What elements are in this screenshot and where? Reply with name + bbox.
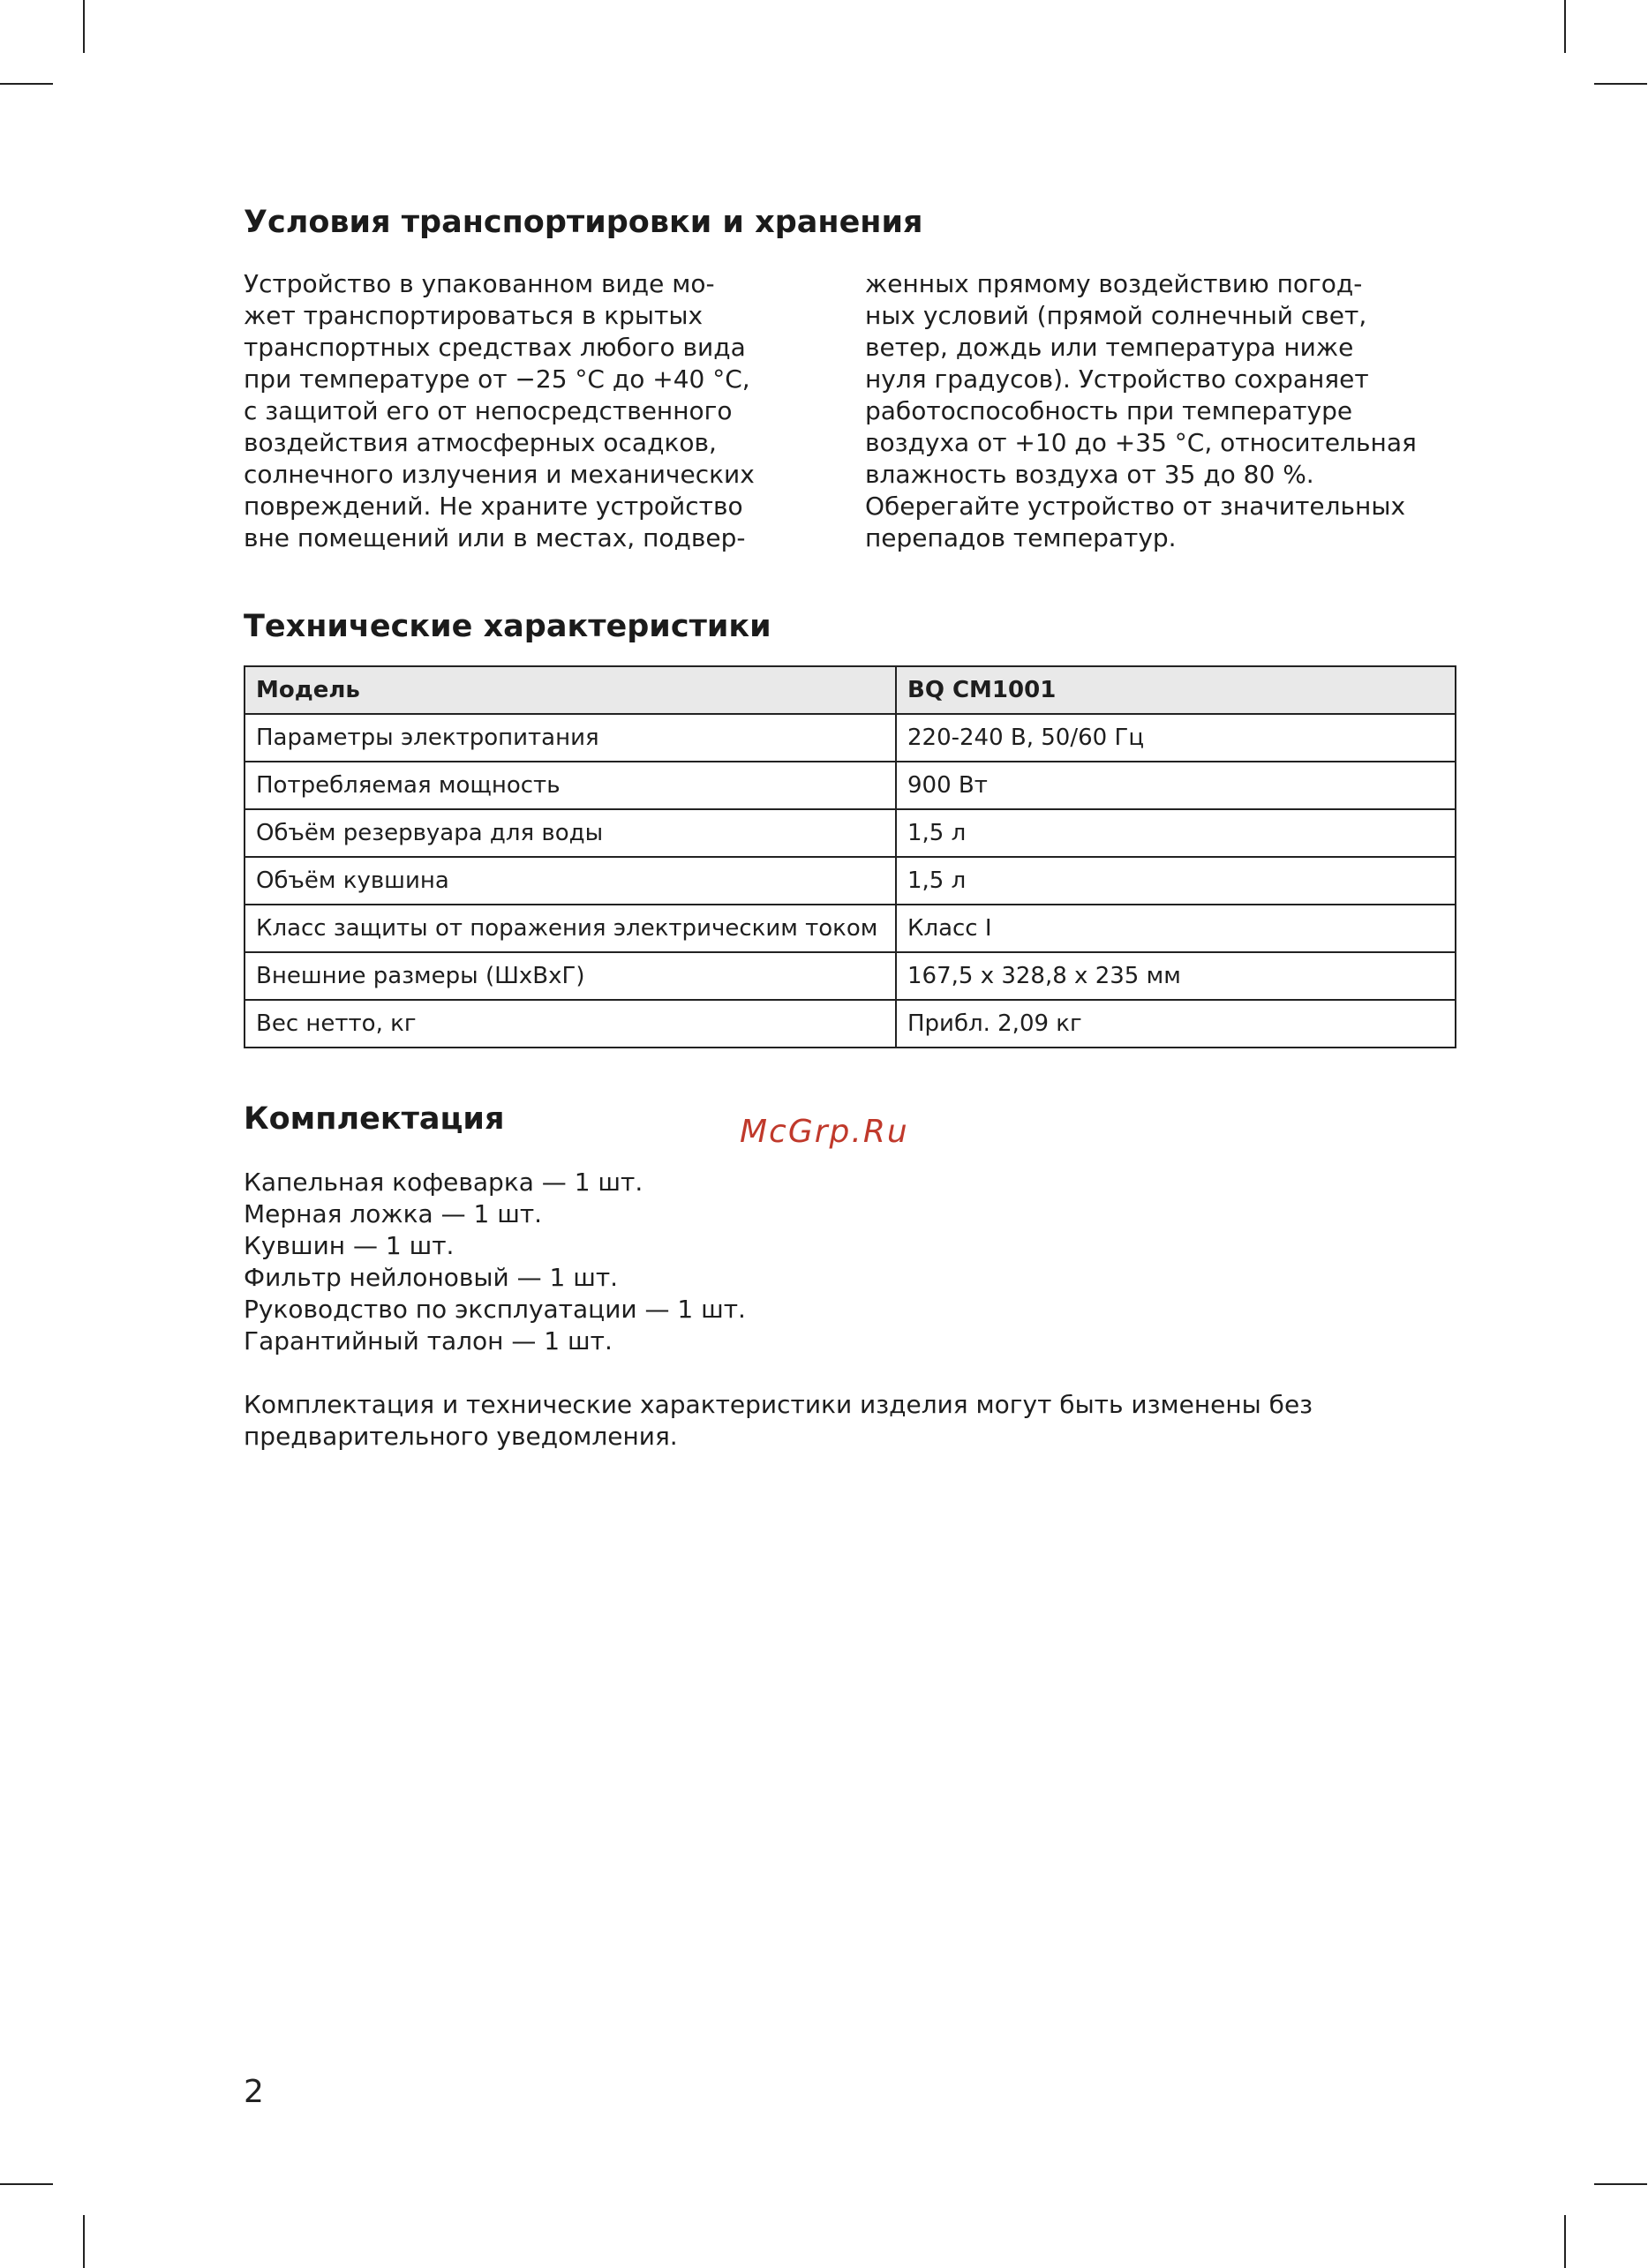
spec-value: Прибл. 2,09 кг: [896, 1000, 1456, 1048]
kit-section: [244, 1098, 1456, 1453]
spec-label: Внешние размеры (ШхВхГ): [245, 952, 896, 1000]
spec-label: Класс защиты от поражения электрическим током: [245, 905, 896, 952]
list-item: Гарантийный талон — 1 шт.: [244, 1326, 613, 1356]
crop-mark: [1594, 2183, 1647, 2185]
list-item: Капельная кофеварка — 1 шт.: [244, 1168, 643, 1197]
spec-value: 1,5 л: [896, 857, 1456, 905]
table-row: [245, 952, 1456, 1000]
spec-label: Объём кувшина: [245, 857, 896, 905]
specs-section: [244, 605, 1456, 1048]
watermark-link[interactable]: McGrp.Ru: [740, 1114, 909, 1150]
spec-value: 220-240 В, 50/60 Гц: [896, 714, 1456, 762]
table-row: [245, 1000, 1456, 1048]
transport-section: [244, 201, 1456, 554]
table-row: [245, 809, 1456, 857]
transport-heading: Условия транспортировки и хранения: [244, 205, 923, 240]
table-row: [245, 857, 1456, 905]
spec-label: Потребляемая мощность: [245, 762, 896, 809]
crop-mark: [1594, 83, 1647, 85]
table-row: [245, 762, 1456, 809]
transport-column-right: [865, 268, 1456, 554]
spec-label: Объём резервуара для воды: [245, 809, 896, 857]
spec-value: 167,5 x 328,8 x 235 мм: [896, 952, 1456, 1000]
crop-mark: [1564, 2215, 1566, 2268]
spec-label: Модель: [245, 666, 896, 714]
transport-text-left: Устройство в упакованном виде мо- жет транспортироваться в крытых транспортных средствах любого вида при температуре от −25 °С до +40 °С, с защитой его от непосредственного воздействия атмосферных осадков, солнечного излучения и механических повреждений. Не храните устройство вне помещений или в местах, подвер-: [244, 269, 755, 552]
table-row: [245, 714, 1456, 762]
transport-columns: [244, 268, 1456, 554]
page-content: [244, 201, 1456, 1453]
spec-label: Параметры электропитания: [245, 714, 896, 762]
table-row: [245, 905, 1456, 952]
crop-mark: [0, 83, 53, 85]
list-item: Мерная ложка — 1 шт.: [244, 1199, 543, 1228]
crop-mark: [1564, 0, 1566, 53]
spec-value: BQ CM1001: [896, 666, 1456, 714]
spec-label: Вес нетто, кг: [245, 1000, 896, 1048]
kit-heading: Комплектация: [244, 1101, 505, 1137]
spec-value: 900 Вт: [896, 762, 1456, 809]
list-item: Руководство по эксплуатации — 1 шт.: [244, 1295, 746, 1324]
transport-text-right: женных прямому воздействию погод- ных условий (прямой солнечный свет, ветер, дождь или температура ниже нуля градусов). Устройство сохраняет работоспособность при температуре воздуха от +10 до +35 °С, относительная влажность воздуха от 35 до 80 %. Оберегайте устройство от значительных перепадов температур.: [865, 269, 1417, 552]
crop-mark: [0, 2183, 53, 2185]
transport-column-left: [244, 268, 809, 554]
list-item: Кувшин — 1 шт.: [244, 1231, 455, 1260]
table-row: [245, 666, 1456, 714]
specs-table: [244, 665, 1456, 1048]
spec-value: 1,5 л: [896, 809, 1456, 857]
crop-mark: [83, 0, 85, 53]
kit-note: Комплектация и технические характеристики изделия могут быть изменены без предварительного уведомления.: [244, 1390, 1313, 1451]
spec-value: Класс I: [896, 905, 1456, 952]
specs-heading: Технические характеристики: [244, 609, 771, 644]
list-item: Фильтр нейлоновый — 1 шт.: [244, 1263, 619, 1292]
crop-mark: [83, 2215, 85, 2268]
kit-list: [244, 1167, 1456, 1357]
page-number: 2: [244, 2074, 264, 2110]
